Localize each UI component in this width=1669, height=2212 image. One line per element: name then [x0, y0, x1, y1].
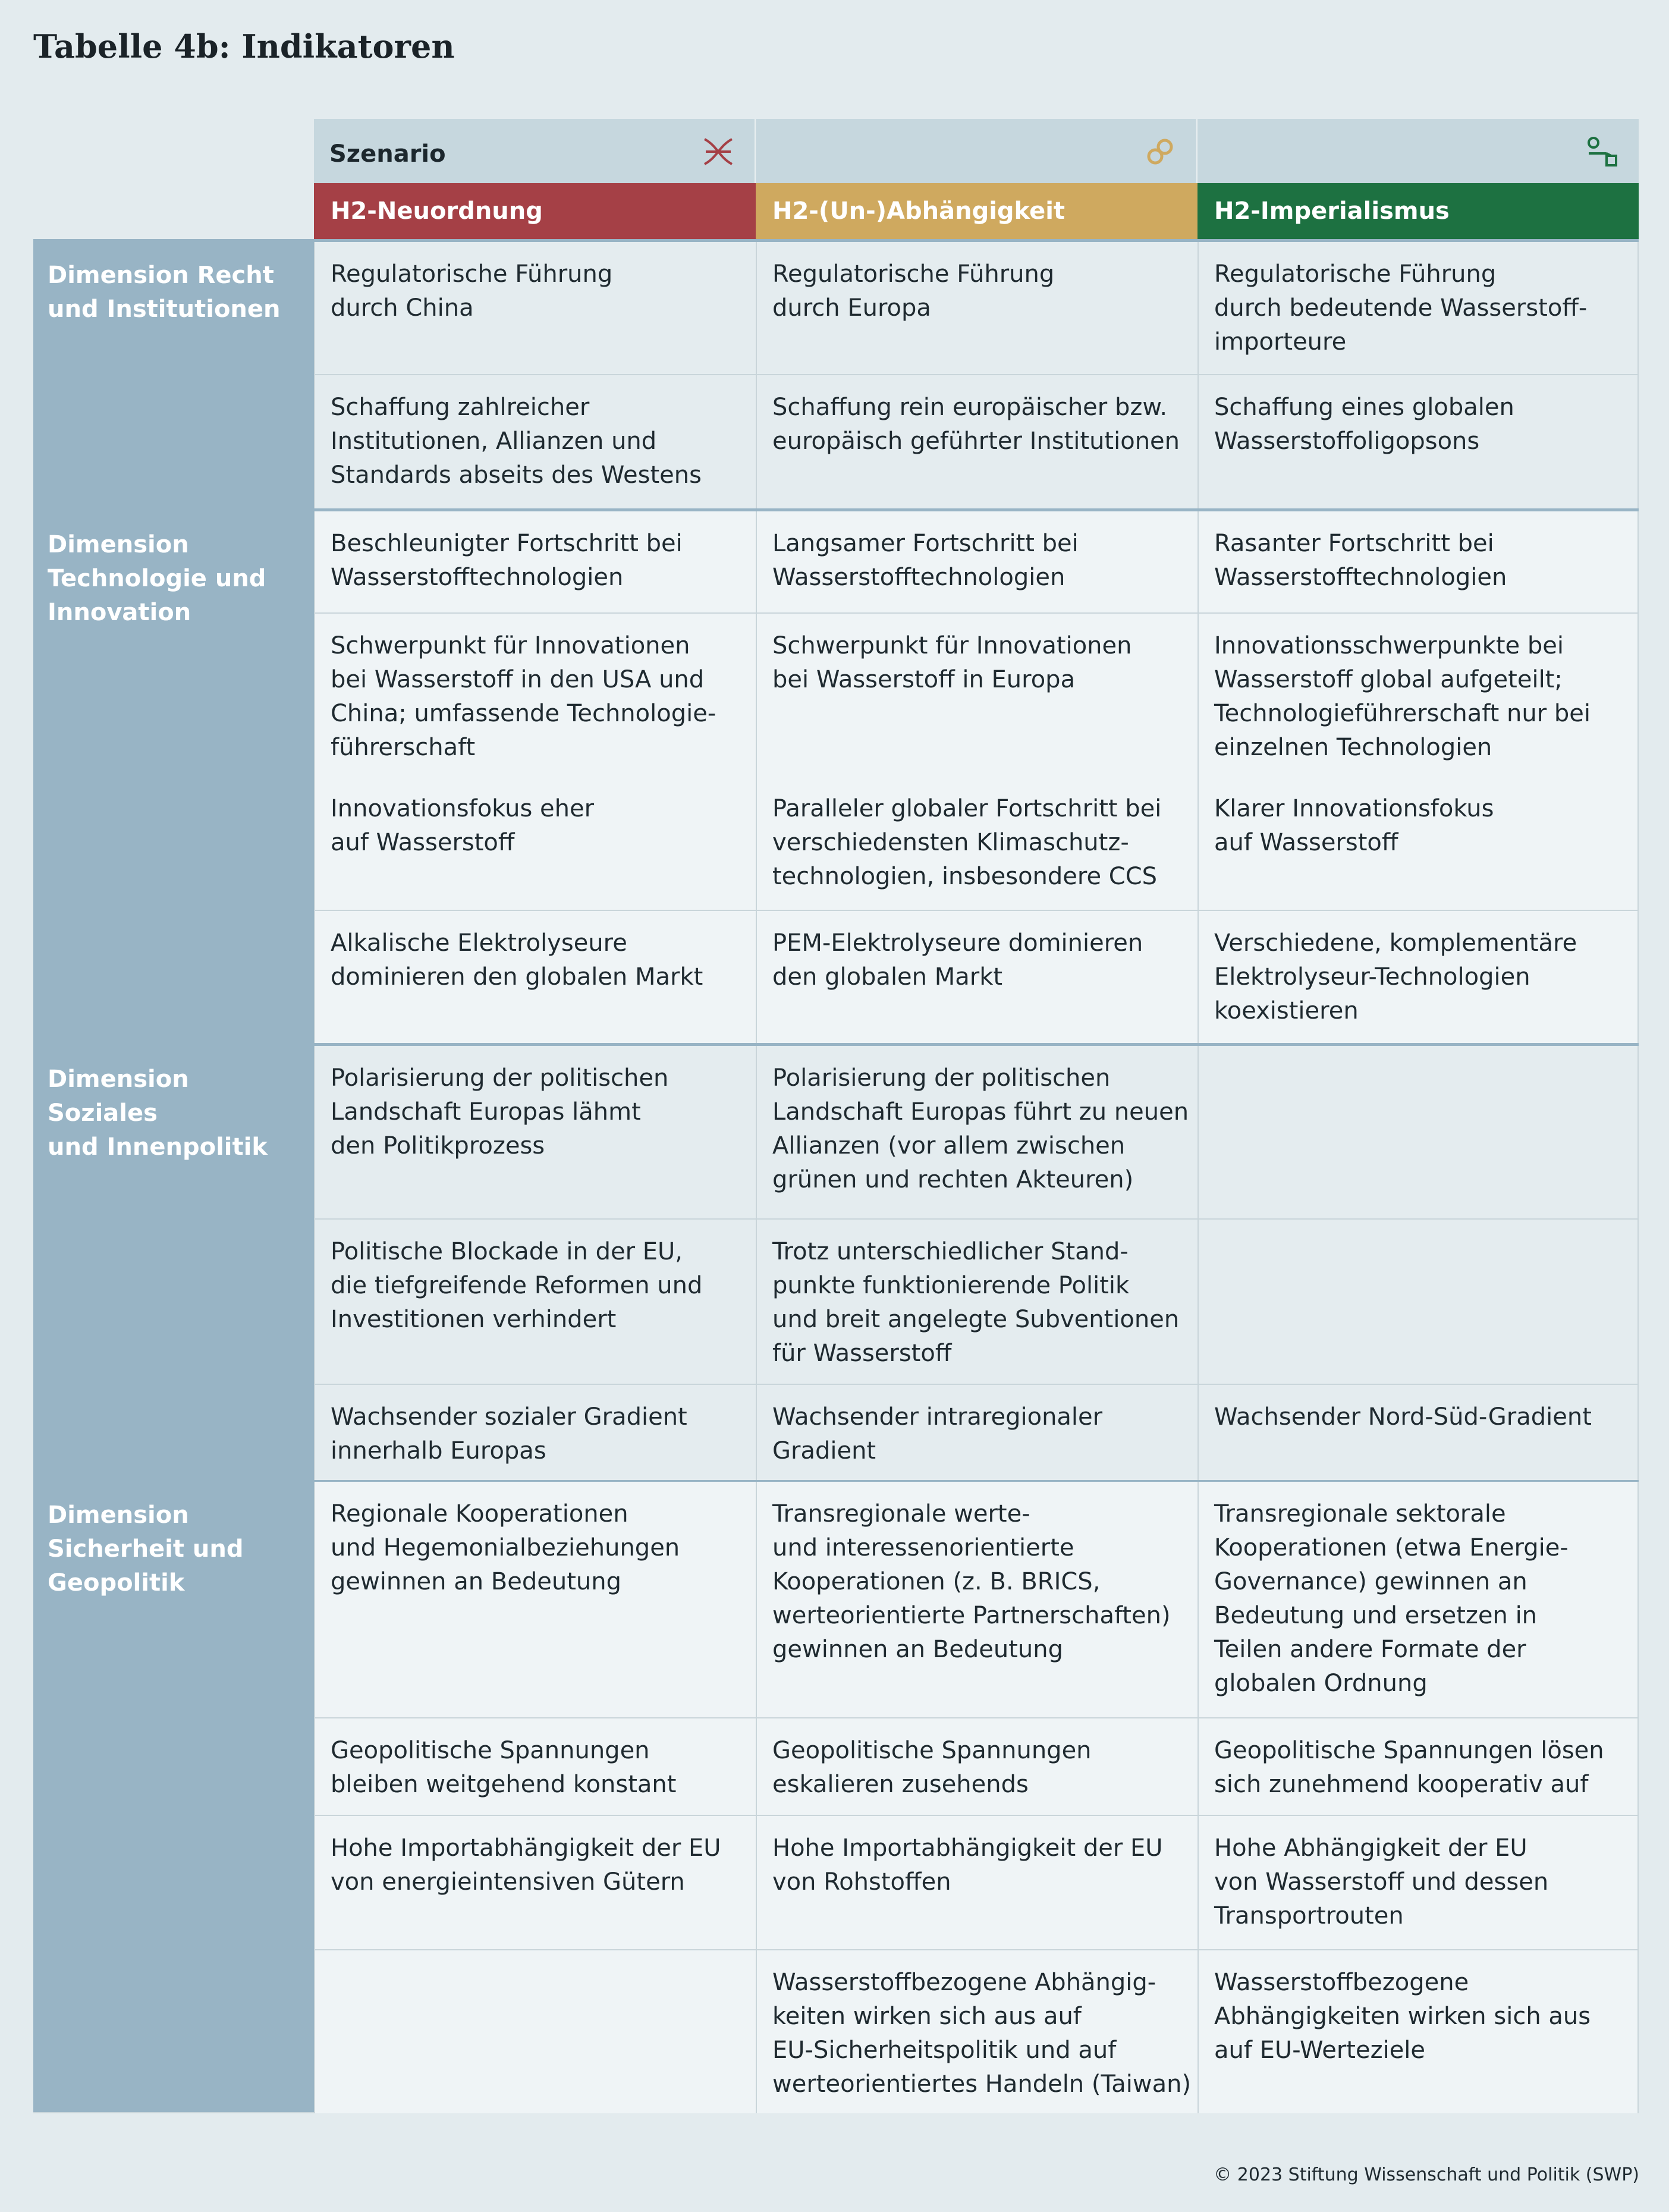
chain-link-icon [1144, 136, 1176, 168]
scenario-header-cell [1197, 119, 1639, 183]
table-cell: Hohe Abhängigkeit der EU von Wasserstoff und dessen Transportrouten [1197, 1816, 1639, 1949]
table-cell: Wachsender intraregionaler Gradient [756, 1385, 1197, 1480]
table-cell: Schaffung eines globalen Wasserstoffoligopsons [1197, 375, 1639, 508]
table-cell: Polarisierung der politischen Landschaft Europas führt zu neuen Allianzen (vor allem zwischen grünen und rechten Akteuren) [756, 1046, 1197, 1218]
table-cell: Schaffung rein europäischer bzw. europäisch geführter Institutionen [756, 375, 1197, 508]
dimension-group [33, 508, 1639, 1043]
table-cell: Alkalische Elektrolyseure dominieren den globalen Markt [314, 911, 756, 1043]
table-cell: Geopolitische Spannungen bleiben weitgehend konstant [314, 1718, 756, 1815]
table-cell: Schwerpunkt für Innovationen bei Wasserstoff in den USA und China; umfassende Technologie- führerschaft [314, 614, 756, 777]
table-row [314, 511, 1639, 614]
dimension-label: Dimension Technologie und Innovation [33, 511, 314, 1043]
table-cell: Geopolitische Spannungen eskalieren zusehends [756, 1718, 1197, 1815]
dimension-group [33, 239, 1639, 508]
table-cell: Regulatorische Führung durch Europa [756, 242, 1197, 374]
table-cell: Paralleler globaler Fortschritt bei verschiedensten Klimaschutz- technologien, insbesondere CCS [756, 777, 1197, 910]
scenario-header-cell [756, 119, 1197, 183]
dimension-label: Dimension Recht und Institutionen [33, 242, 314, 508]
table-cell: Regionale Kooperationen und Hegemonialbeziehungen gewinnen an Bedeutung [314, 1482, 756, 1717]
indicator-table [33, 119, 1639, 2113]
dimension-group [33, 1043, 1639, 1479]
scenario-name: H2-Neuordnung [314, 183, 756, 239]
table-cell: Wachsender sozialer Gradient innerhalb Europas [314, 1385, 756, 1480]
table-row [314, 1220, 1639, 1385]
table-row [314, 242, 1639, 375]
table-cell: Trotz unterschiedlicher Stand- punkte funktionierende Politik und breit angelegte Subventionen für Wasserstoff [756, 1220, 1197, 1384]
table-row [314, 911, 1639, 1043]
table-cell: Rasanter Fortschritt bei Wasserstofftechnologien [1197, 511, 1639, 612]
table-cell: Hohe Importabhängigkeit der EU von energieintensiven Gütern [314, 1816, 756, 1949]
table-cell: Wasserstoffbezogene Abhängigkeiten wirken sich aus auf EU-Werteziele [1197, 1950, 1639, 2113]
table-cell: Transregionale werte- und interessenorientierte Kooperationen (z. B. BRICS, werteorientierte Partnerschaften) gewinnen an Bedeutung [756, 1482, 1197, 1717]
table-cell: Beschleunigter Fortschritt bei Wasserstofftechnologien [314, 511, 756, 612]
table-header [33, 119, 1639, 183]
copyright-notice: © 2023 Stiftung Wissenschaft und Politik (SWP) [1214, 2164, 1639, 2185]
table-cell: Innovationsfokus eher auf Wasserstoff [314, 777, 756, 910]
table-cell: Schaffung zahlreicher Institutionen, Allianzen und Standards abseits des Westens [314, 375, 756, 508]
table-cell: Innovationsschwerpunkte bei Wasserstoff global aufgeteilt; Technologieführerschaft nur bei einzelnen Technologien [1197, 614, 1639, 777]
scenario-names-row [33, 183, 1639, 239]
table-cell [1197, 1046, 1639, 1218]
table-cell: Langsamer Fortschritt bei Wasserstofftechnologien [756, 511, 1197, 612]
table-cell: Geopolitische Spannungen lösen sich zunehmend kooperativ auf [1197, 1718, 1639, 1815]
crossed-paths-icon [702, 136, 734, 168]
table-row [314, 1385, 1639, 1479]
table-cell: Regulatorische Führung durch China [314, 242, 756, 374]
page-title: Tabelle 4b: Indikatoren [33, 27, 455, 65]
dimension-label: Dimension Sicherheit und Geopolitik [33, 1482, 314, 2112]
table-row [314, 375, 1639, 508]
table-cell: Verschiedene, komplementäre Elektrolyseur-Technologien koexistieren [1197, 911, 1639, 1043]
dimension-group [33, 1479, 1639, 2112]
table-cell: Politische Blockade in der EU, die tiefgreifende Reformen und Investitionen verhindert [314, 1220, 756, 1384]
scenario-header-cell [314, 119, 756, 183]
table-cell [314, 1950, 756, 2113]
table-row [314, 1482, 1639, 1718]
table-cell: Hohe Importabhängigkeit der EU von Rohstoffen [756, 1816, 1197, 1949]
table-row [314, 614, 1639, 777]
table-row [314, 1950, 1639, 2112]
table-cell: Klarer Innovationsfokus auf Wasserstoff [1197, 777, 1639, 910]
table-row [314, 777, 1639, 911]
dimension-label: Dimension Soziales und Innenpolitik [33, 1046, 314, 1479]
table-row [314, 1816, 1639, 1950]
table-cell: Polarisierung der politischen Landschaft Europas lähmt den Politikprozess [314, 1046, 756, 1218]
table-cell: Regulatorische Führung durch bedeutende Wasserstoff- importeure [1197, 242, 1639, 374]
connected-nodes-icon [1586, 136, 1618, 168]
table-cell: PEM-Elektrolyseure dominieren den globalen Markt [756, 911, 1197, 1043]
table-cell [1197, 1220, 1639, 1384]
scenario-label: Szenario [329, 140, 446, 168]
table-cell: Wachsender Nord-Süd-Gradient [1197, 1385, 1639, 1480]
table-cell: Wasserstoffbezogene Abhängig- keiten wirken sich aus auf EU-Sicherheitspolitik und auf werteorientiertes Handeln (Taiwan) [756, 1950, 1197, 2113]
scenario-name: H2-Imperialismus [1197, 183, 1639, 239]
scenario-name: H2-(Un-)Abhängigkeit [756, 183, 1197, 239]
table-row [314, 1046, 1639, 1220]
table-cell: Schwerpunkt für Innovationen bei Wasserstoff in Europa [756, 614, 1197, 777]
table-row [314, 1718, 1639, 1816]
table-cell: Transregionale sektorale Kooperationen (etwa Energie- Governance) gewinnen an Bedeutung und ersetzen in Teilen andere Formate der globalen Ordnung [1197, 1482, 1639, 1717]
